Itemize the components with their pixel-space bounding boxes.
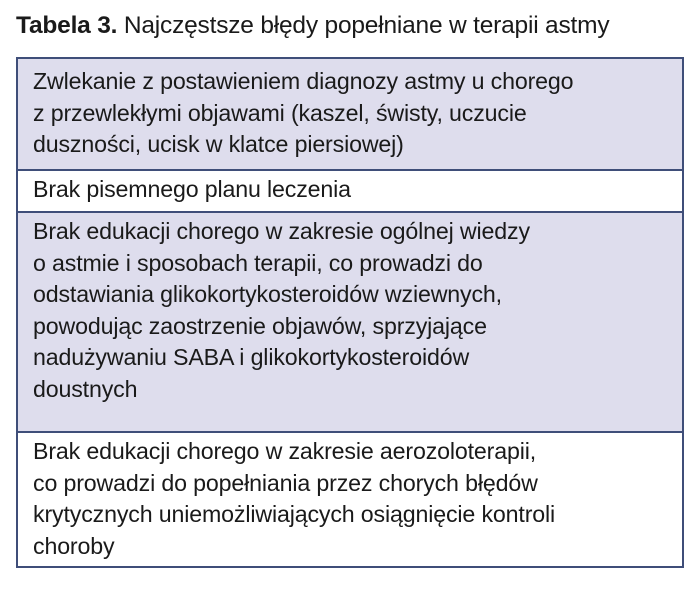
row-text-line: doustnych: [33, 375, 138, 402]
table-row: [18, 169, 682, 211]
row-text-line: duszności, ucisk w klatce piersiowej): [33, 131, 404, 158]
row-text-line: nadużywaniu SABA i glikokortykosteroidów: [33, 344, 470, 371]
row-text-line: Brak edukacji chorego w zakresie ogólnej wiedzy: [33, 218, 530, 244]
table-row: [18, 431, 682, 566]
errors-table: [16, 57, 684, 568]
table-row: [18, 59, 682, 169]
table-title: Najczęstsze błędy popełniane w terapii astmy: [123, 12, 610, 39]
row-text-line: odstawiania glikokortykosteroidów wziewnych,: [33, 281, 502, 308]
row-text-line: Zwlekanie z postawieniem diagnozy astmy u chorego: [33, 68, 574, 94]
row-text-line: Brak pisemnego planu leczenia: [33, 176, 351, 202]
row-text-line: powodując zaostrzenie objawów, sprzyjające: [33, 312, 487, 339]
row-text-line: choroby: [33, 532, 115, 559]
row-text-line: krytycznych uniemożliwiających osiągnięcie kontroli: [33, 501, 556, 528]
row-text-line: co prowadzi do popełniania przez chorych błędów: [33, 469, 538, 496]
table-caption: [16, 9, 609, 43]
row-text-line: z przewlekłymi objawami (kaszel, świsty, uczucie: [33, 99, 527, 126]
row-text-line: o astmie i sposobach terapii, co prowadzi do: [33, 249, 483, 276]
row-text-line: Brak edukacji chorego w zakresie aerozoloterapii,: [33, 438, 537, 464]
table-number: Tabela 3.: [16, 12, 118, 39]
table-row: [18, 211, 682, 431]
